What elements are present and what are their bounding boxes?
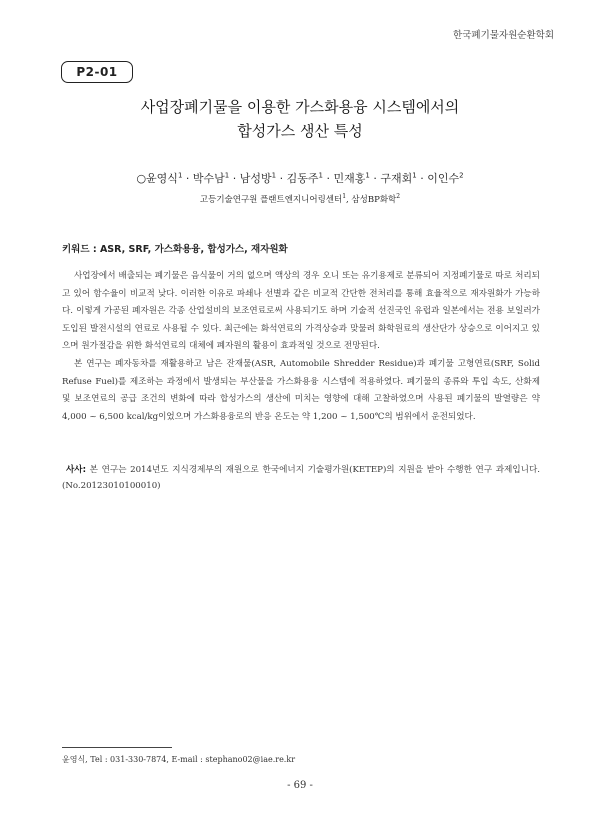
author: [136, 172, 192, 185]
affiliation-mark-2: 2: [396, 193, 401, 201]
author: [193, 172, 240, 185]
affiliations: [0, 193, 600, 205]
author-affil-mark: 1: [177, 171, 183, 180]
author-name: 남성방: [239, 172, 272, 185]
author: [427, 172, 463, 185]
affiliation-second: , 삼성BP화학: [346, 195, 397, 205]
footnote-divider: [62, 747, 172, 748]
title-line-2: 합성가스 생산 특성: [237, 122, 363, 140]
author-affil-mark: 2: [459, 171, 464, 180]
paragraph-2: 본 연구는 폐자동차를 재활용하고 남은 잔재물(ASR, Automobile Shredder Residue)과 폐기물 고형연료(SRF, Solid Refuse Fuel)를 제조하는 과정에서 발생되는 부산물을 가스화용융 시스템에 적용하였다. 폐기물의 종류와 투입 속도, 산화제 및 보조연료의 공급 조건의 변화에 따라 합성가스의 생산에 미치는 영향에 대해 고찰하였으며 사용된 폐기물의 발열량은 약 4,000 ~ 6,500 kcal/kg이었으며 가스화용융로의 반응 온도는 약 1,200 ~ 1,500℃의 범위에서 운전되었다.: [62, 358, 540, 422]
author-separator: ·: [369, 172, 381, 185]
author-list: [0, 170, 600, 186]
author-separator: ·: [276, 172, 287, 185]
title-line-1: 사업장폐기물을 이용한 가스화용융 시스템에서의: [140, 98, 460, 116]
affiliation-mark-1: 1: [342, 193, 347, 201]
paper-code-badge: P2-01: [61, 61, 133, 83]
author-name: 이인수: [427, 172, 460, 185]
author-affil-mark: 1: [412, 171, 417, 180]
author-name: 윤영식: [146, 172, 178, 185]
affiliation-main: 고등기술연구원 플랜트엔지니어링센터: [199, 195, 343, 205]
author-separator: ·: [416, 172, 428, 185]
presenter-mark: ○: [136, 172, 147, 185]
author-name: 구재회: [380, 172, 413, 185]
corresponding-author-footnote: 윤영식, Tel : 031-330-7874, E-mail : stephano02@iae.re.kr: [62, 755, 296, 764]
keywords-line: [62, 241, 288, 255]
ack-paragraph: [62, 462, 540, 494]
author-separator: ·: [182, 172, 193, 185]
keywords-list: ASR, SRF, 가스화용융, 합성가스, 재자원화: [99, 244, 288, 255]
author: [380, 172, 427, 185]
author-affil-mark: 1: [224, 171, 230, 180]
society-header: 한국폐기물자원순환학회: [453, 30, 554, 41]
author-separator: ·: [322, 172, 334, 185]
author-name: 김동주: [286, 172, 319, 185]
author-separator: ·: [229, 172, 240, 185]
author-name: 박수남: [192, 172, 225, 185]
paragraph-1: 사업장에서 배출되는 폐기물은 음식물이 거의 없으며 액상의 경우 오니 또는 유기용제로 분류되어 지정폐기물로 따로 처리되고 있어 함수율이 비교적 낮다. 이러한 이유로 파쇄나 선별과 같은 비교적 간단한 전처리를 통해 효율적으로 재자원화가 가능하다. 이렇게 가공된 폐자원은 각종 산업설비의 보조연료로써 사용되기도 하며 기술적 선진국인 유럽과 일본에서는 전용 보일러가 도입된 발전시설의 연료로 사용될 수 있다. 최근에는 화석연료의 가격상승과 맞물려 화학원료의 생산단가 상승으로 이어지고 있으며 원가절감을 위한 화석연료의 대체에 폐자원의 활용이 효과적일 것으로 전망된다.: [62, 271, 540, 352]
author-affil-mark: 1: [365, 171, 370, 180]
acknowledgement: [62, 462, 540, 494]
ack-label: 사사:: [66, 465, 87, 475]
author-name: 민재홍: [333, 172, 366, 185]
ack-text: 본 연구는 2014년도 지식경제부의 재원으로 한국에너지 기술평가원(KETEP)의 지원을 받아 수행한 연구 과제입니다. (No.20123010100010): [62, 465, 540, 491]
abstract-body: [62, 268, 540, 426]
author: [287, 172, 334, 185]
author-affil-mark: 1: [271, 171, 277, 180]
page-number: - 69 -: [287, 780, 313, 791]
paper-title: [0, 95, 600, 143]
author: [240, 172, 287, 185]
author: [333, 172, 380, 185]
keywords-label: 키워드 :: [62, 244, 100, 255]
author-affil-mark: 1: [318, 171, 323, 180]
